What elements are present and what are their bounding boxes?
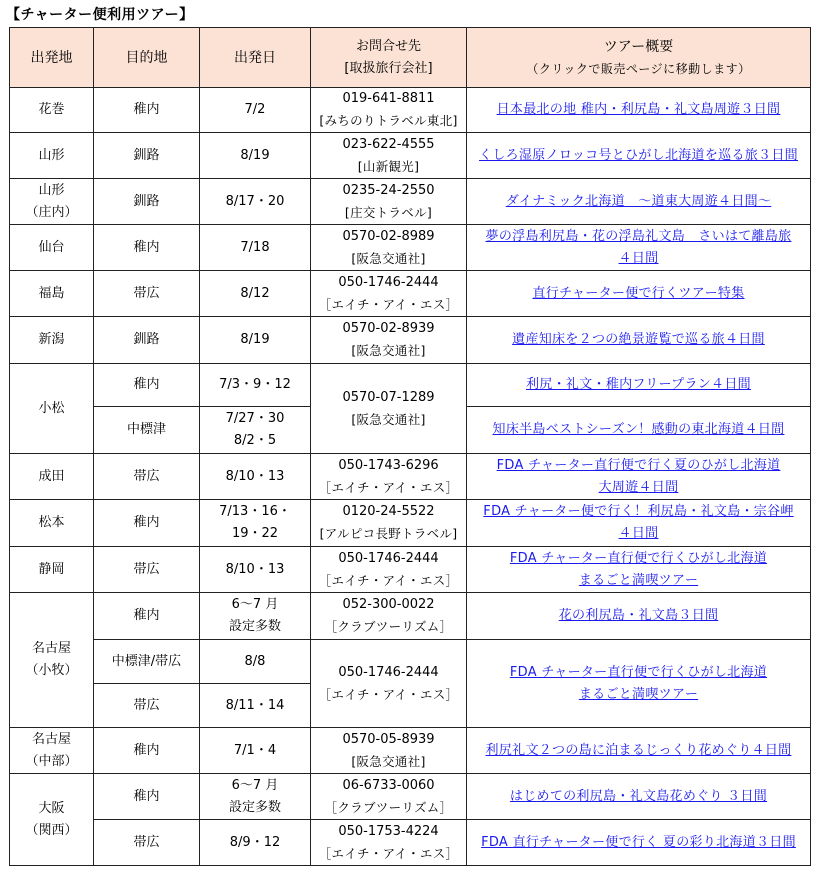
- date-cell: [200, 500, 311, 547]
- contact-company: ［エイチ・アイ・エス］: [318, 296, 459, 312]
- date-cell: 7/2: [200, 88, 311, 133]
- tour-link[interactable]: 直行チャーター便で行くツアー特集: [532, 285, 745, 301]
- contact-cell: [311, 547, 467, 593]
- overview-cell: [467, 454, 811, 500]
- contact-phone: 0570-02-8939: [342, 321, 435, 336]
- overview-cell: [467, 271, 811, 317]
- contact-cell: [311, 88, 467, 133]
- table-row: [10, 820, 811, 866]
- header-contact-line2: [取扱旅行会社]: [344, 60, 433, 76]
- destination-cell: 稚内: [94, 364, 200, 407]
- tour-link[interactable]: FDA チャーター直行便で行くひがし北海道: [509, 664, 768, 680]
- tour-link[interactable]: FDA チャーター直行便で行くひがし北海道: [509, 550, 768, 566]
- destination-cell: 稚内: [94, 225, 200, 271]
- origin-cell: [10, 179, 94, 225]
- tour-link-line2[interactable]: ４日間: [618, 526, 659, 541]
- tour-link[interactable]: FDA チャーター便で行く！利尻島・礼文島・宗谷岬: [483, 504, 794, 519]
- contact-phone: 050-1746-2444: [338, 550, 439, 566]
- header-overview-line2: （クリックで販売ページに移動します）: [526, 61, 751, 76]
- date-line2: 設定多数: [228, 799, 281, 815]
- date-cell: 7/18: [200, 225, 311, 271]
- tour-link[interactable]: FDA 直行チャーター便で行く 夏の彩り北海道３日間: [481, 834, 796, 850]
- contact-phone: 023-622-4555: [342, 136, 435, 152]
- destination-cell: 中標津/帯広: [94, 640, 200, 684]
- contact-cell: [311, 454, 467, 500]
- contact-company: [庄交トラベル]: [344, 204, 433, 220]
- header-contact-line1: お問合せ先: [355, 38, 421, 54]
- origin-line1: 名古屋: [31, 731, 71, 747]
- destination-cell: 稚内: [94, 593, 200, 640]
- contact-cell: [311, 500, 467, 547]
- destination-cell: 中標津: [94, 407, 200, 454]
- table-row: [10, 454, 811, 500]
- destination-cell: 釧路: [94, 317, 200, 364]
- table-row: [10, 271, 811, 317]
- date-cell: [200, 593, 311, 640]
- header-date: 出発日: [200, 28, 311, 88]
- origin-line1: 名古屋: [31, 641, 71, 656]
- date-cell: 8/9・12: [200, 820, 311, 866]
- overview-cell: [467, 640, 811, 728]
- tour-link[interactable]: 夢の浮島利尻島・花の浮島礼文島 さいはて離島旅: [485, 228, 792, 244]
- contact-phone: 050-1753-4224: [338, 823, 439, 839]
- destination-cell: 帯広: [94, 271, 200, 317]
- contact-company: [山新観光]: [357, 158, 420, 174]
- contact-cell: [311, 133, 467, 179]
- tour-link[interactable]: はじめての利尻島・礼文島花めぐり ３日間: [509, 788, 768, 804]
- destination-cell: 帯広: [94, 454, 200, 500]
- contact-phone: 0570-02-8989: [342, 228, 435, 244]
- overview-cell: [467, 774, 811, 820]
- contact-cell: [311, 774, 467, 820]
- table-row: [10, 593, 811, 640]
- origin-cell: 仙台: [10, 225, 94, 271]
- origin-line2: （小牧）: [25, 663, 78, 678]
- overview-cell: [467, 317, 811, 364]
- tour-link-line2[interactable]: まるごと満喫ツアー: [578, 572, 699, 588]
- contact-phone: 050-1746-2444: [338, 274, 439, 290]
- contact-company: ［クラブツーリズム］: [324, 799, 453, 815]
- contact-phone: 06-6733-0060: [342, 777, 435, 793]
- origin-cell: [10, 774, 94, 866]
- table-row: [10, 225, 811, 271]
- origin-cell: 静岡: [10, 547, 94, 593]
- origin-cell: 山形: [10, 133, 94, 179]
- header-origin: 出発地: [10, 28, 94, 88]
- tour-link[interactable]: 利尻・礼文・稚内フリープラン４日間: [526, 377, 751, 392]
- overview-cell: [467, 407, 811, 454]
- tour-link[interactable]: 日本最北の地 稚内・利尻島・礼文島周遊３日間: [496, 102, 781, 117]
- origin-line2: （関西）: [25, 822, 78, 838]
- date-cell: 8/12: [200, 271, 311, 317]
- destination-cell: 稚内: [94, 88, 200, 133]
- contact-company: [アルピコ長野トラベル]: [319, 526, 458, 541]
- header-overview-line1: ツアー概要: [603, 38, 674, 55]
- origin-cell: 松本: [10, 500, 94, 547]
- contact-cell: [311, 179, 467, 225]
- table-row: [10, 640, 811, 684]
- table-row: [10, 364, 811, 407]
- table-row: [10, 133, 811, 179]
- date-line2: 8/2・5: [233, 433, 277, 448]
- contact-company: [阪急交通社]: [351, 250, 426, 266]
- origin-line2: （庄内）: [25, 204, 78, 220]
- origin-cell: 福島: [10, 271, 94, 317]
- date-cell: [200, 407, 311, 454]
- tour-link[interactable]: 知床半島ベストシーズン！感動の東北海道４日間: [492, 422, 785, 437]
- tour-link-line2[interactable]: まるごと満喫ツアー: [578, 686, 699, 702]
- date-line1: 7/27・30: [225, 411, 285, 426]
- date-line2: 19・22: [231, 526, 279, 541]
- header-overview: [467, 28, 811, 88]
- date-cell: 8/10・13: [200, 547, 311, 593]
- contact-cell: [311, 364, 467, 454]
- contact-cell: [311, 593, 467, 640]
- overview-cell: [467, 593, 811, 640]
- contact-phone: 019-641-8811: [342, 91, 435, 106]
- date-cell: 7/3・9・12: [200, 364, 311, 407]
- destination-cell: 帯広: [94, 547, 200, 593]
- contact-phone: 052-300-0022: [342, 597, 435, 612]
- date-cell: 8/19: [200, 133, 311, 179]
- contact-phone: 0570-05-8939: [342, 731, 435, 747]
- header-destination: 目的地: [94, 28, 200, 88]
- header-contact: [311, 28, 467, 88]
- table-row: [10, 728, 811, 774]
- destination-cell: 釧路: [94, 133, 200, 179]
- destination-cell: 帯広: [94, 820, 200, 866]
- contact-phone: 0235-24-2550: [342, 182, 435, 198]
- contact-company: ［エイチ・アイ・エス］: [318, 686, 459, 702]
- origin-cell: 成田: [10, 454, 94, 500]
- origin-cell: 花巻: [10, 88, 94, 133]
- table-row: [10, 88, 811, 133]
- contact-cell: [311, 317, 467, 364]
- tour-link[interactable]: くしろ湿原ノロッコ号とひがし北海道を巡る旅３日間: [479, 147, 798, 163]
- contact-cell: [311, 820, 467, 866]
- date-cell: 7/1・4: [200, 728, 311, 774]
- overview-cell: [467, 225, 811, 271]
- tour-link[interactable]: FDA チャーター直行便で行く夏のひがし北海道: [496, 457, 781, 473]
- table-row: [10, 500, 811, 547]
- contact-cell: [311, 728, 467, 774]
- page-title: 【チャーター便利用ツアー】: [6, 7, 194, 23]
- contact-phone: 0570-07-1289: [342, 389, 435, 405]
- tour-link-line2[interactable]: 大周遊４日間: [598, 479, 679, 495]
- overview-cell: [467, 179, 811, 225]
- date-line1: 7/13・16・: [219, 504, 291, 519]
- date-line2: 設定多数: [228, 619, 281, 634]
- contact-company: ［エイチ・アイ・エス］: [318, 479, 459, 495]
- tour-link[interactable]: 遺産知床を２つの絶景遊覧で巡る旅４日間: [512, 332, 765, 347]
- overview-cell: [467, 500, 811, 547]
- date-cell: 8/10・13: [200, 454, 311, 500]
- origin-cell: 新潟: [10, 317, 94, 364]
- table-row: [10, 547, 811, 593]
- table-row: [10, 317, 811, 364]
- overview-cell: [467, 364, 811, 407]
- origin-line2: （中部）: [25, 753, 78, 769]
- origin-line1: 山形: [38, 182, 65, 198]
- contact-cell: [311, 271, 467, 317]
- contact-phone: 050-1746-2444: [338, 664, 439, 680]
- date-cell: [200, 774, 311, 820]
- tour-link[interactable]: 花の利尻島・礼文島３日間: [558, 608, 719, 623]
- tour-link[interactable]: ダイナミック北海道 ～道東大周遊４日間～: [505, 193, 772, 209]
- overview-cell: [467, 547, 811, 593]
- contact-company: [みちのりトラベル東北]: [319, 113, 458, 128]
- date-line1: 6～7 月: [231, 777, 279, 793]
- tour-link-line2[interactable]: ４日間: [618, 250, 659, 266]
- tour-link[interactable]: 利尻礼文２つの島に泊まるじっくり花めぐり４日間: [485, 742, 792, 758]
- contact-company: ［エイチ・アイ・エス］: [318, 572, 459, 588]
- date-cell: 8/17・20: [200, 179, 311, 225]
- contact-company: [阪急交通社]: [351, 343, 426, 358]
- charter-tour-table: [9, 27, 811, 866]
- overview-cell: [467, 133, 811, 179]
- date-line1: 6～7 月: [231, 597, 279, 612]
- contact-company: [阪急交通社]: [351, 753, 426, 769]
- origin-cell: 小松: [10, 364, 94, 454]
- overview-cell: [467, 820, 811, 866]
- origin-cell: [10, 593, 94, 728]
- destination-cell: 稚内: [94, 728, 200, 774]
- origin-cell: [10, 728, 94, 774]
- table-row: [10, 774, 811, 820]
- date-cell: 8/11・14: [200, 684, 311, 728]
- contact-phone: 0120-24-5522: [342, 504, 435, 519]
- contact-phone: 050-1743-6296: [338, 457, 439, 473]
- overview-cell: [467, 728, 811, 774]
- destination-cell: 稚内: [94, 774, 200, 820]
- contact-cell: [311, 225, 467, 271]
- date-cell: 8/8: [200, 640, 311, 684]
- table-header-row: [10, 28, 811, 88]
- destination-cell: 稚内: [94, 500, 200, 547]
- overview-cell: [467, 88, 811, 133]
- origin-line1: 大阪: [38, 800, 65, 816]
- contact-company: [阪急交通社]: [351, 411, 426, 427]
- destination-cell: 釧路: [94, 179, 200, 225]
- table-row: [10, 179, 811, 225]
- contact-cell: [311, 640, 467, 728]
- contact-company: ［クラブツーリズム］: [324, 619, 453, 634]
- destination-cell: 帯広: [94, 684, 200, 728]
- contact-company: ［エイチ・アイ・エス］: [318, 845, 459, 861]
- date-cell: 8/19: [200, 317, 311, 364]
